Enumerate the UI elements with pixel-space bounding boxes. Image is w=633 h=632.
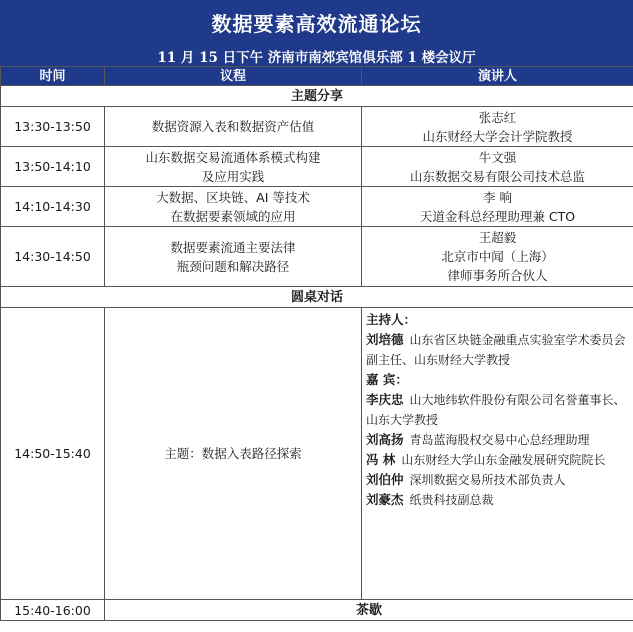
row-agenda <box>105 227 362 287</box>
person-desc: 纸贵科技副总裁 <box>409 493 494 507</box>
page-subtitle: 11 月 15 日下午 济南市南郊宾馆俱乐部 1 楼会议厅 <box>157 50 476 66</box>
table-row <box>1 227 633 287</box>
person-desc: 青岛蓝海股权交易中心总经理助理 <box>409 433 590 447</box>
section-row <box>1 86 633 107</box>
page-title: 数据要素高效流通论坛 <box>211 12 422 36</box>
guest-entry <box>366 490 629 510</box>
agenda-line: 数据要素流通主要法律 <box>170 239 296 255</box>
row-speaker <box>362 227 633 287</box>
speaker-line: 李 响 <box>483 189 512 205</box>
row-time: 14:50-15:40 <box>1 308 105 600</box>
row-time: 14:10-14:30 <box>1 187 105 227</box>
table-row <box>1 107 633 147</box>
person-name: 刘高扬 <box>366 432 404 447</box>
speaker-line: 山东数据交易有限公司技术总监 <box>409 168 585 184</box>
person-name: 李庆忠 <box>366 392 404 407</box>
roundtable-topic: 主题：数据入表路径探索 <box>105 308 362 600</box>
section-title: 圆桌对话 <box>1 287 633 308</box>
person-name: 冯 林 <box>366 452 396 467</box>
row-agenda <box>105 107 362 147</box>
person-desc: 山东省区块链金融重点实验室学术委员会副主任、山东财经大学教授 <box>366 333 626 367</box>
row-agenda <box>105 147 362 187</box>
header-speaker: 演讲人 <box>362 67 633 86</box>
row-time: 13:50-14:10 <box>1 147 105 187</box>
agenda-table <box>0 66 633 621</box>
speaker-line: 牛文强 <box>478 149 517 165</box>
table-row <box>1 187 633 227</box>
tea-label: 茶歇 <box>105 600 633 621</box>
host-entry <box>366 330 629 370</box>
table-row <box>1 147 633 187</box>
speaker-line: 天道金科总经理助理兼 CTO <box>419 208 576 224</box>
section-row <box>1 287 633 308</box>
section-title: 主题分享 <box>1 86 633 107</box>
row-time: 13:30-13:50 <box>1 107 105 147</box>
guest-label: 嘉 宾： <box>366 372 408 387</box>
guest-entry <box>366 470 629 490</box>
agenda-line: 大数据、区块链、AI 等技术 <box>156 189 310 205</box>
speaker-line: 张志红 <box>478 109 517 125</box>
header-time: 时间 <box>1 67 105 86</box>
row-speaker <box>362 147 633 187</box>
agenda-line: 山东数据交易流通体系模式构建 <box>145 149 321 165</box>
agenda-line: 及应用实践 <box>201 168 265 184</box>
header-agenda: 议程 <box>105 67 362 86</box>
speaker-line: 王超毅 <box>478 230 517 245</box>
row-speaker <box>362 107 633 147</box>
roundtable-row <box>1 308 633 600</box>
row-time: 15:40-16:00 <box>1 600 105 621</box>
person-name: 刘伯仲 <box>366 472 404 487</box>
person-name: 刘豪杰 <box>366 492 404 507</box>
person-desc: 山东财经大学山东金融发展研究院院长 <box>401 453 606 467</box>
guest-entry <box>366 430 629 450</box>
speaker-line: 山东财经大学会计学院教授 <box>422 128 573 144</box>
row-speaker <box>362 187 633 227</box>
host-label: 主持人： <box>366 312 417 327</box>
speaker-line: 北京市中闻（上海） <box>441 249 554 264</box>
person-name: 刘培德 <box>366 332 404 347</box>
person-desc: 山大地纬软件股份有限公司名誉董事长、山东大学教授 <box>366 393 626 427</box>
guest-entry <box>366 450 629 470</box>
roundtable-people <box>362 308 633 600</box>
row-agenda <box>105 187 362 227</box>
speaker-line: 律师事务所合伙人 <box>447 268 548 283</box>
tea-row <box>1 600 633 621</box>
agenda-line: 数据资源入表和数据资产估值 <box>151 119 315 134</box>
title-banner <box>0 0 633 66</box>
row-time: 14:30-14:50 <box>1 227 105 287</box>
guest-entry <box>366 390 629 430</box>
person-desc: 深圳数据交易所技术部负责人 <box>409 473 566 487</box>
agenda-line: 瓶颈问题和解决路径 <box>176 258 290 274</box>
table-header-row <box>1 67 633 86</box>
agenda-line: 在数据要素领域的应用 <box>170 208 296 224</box>
